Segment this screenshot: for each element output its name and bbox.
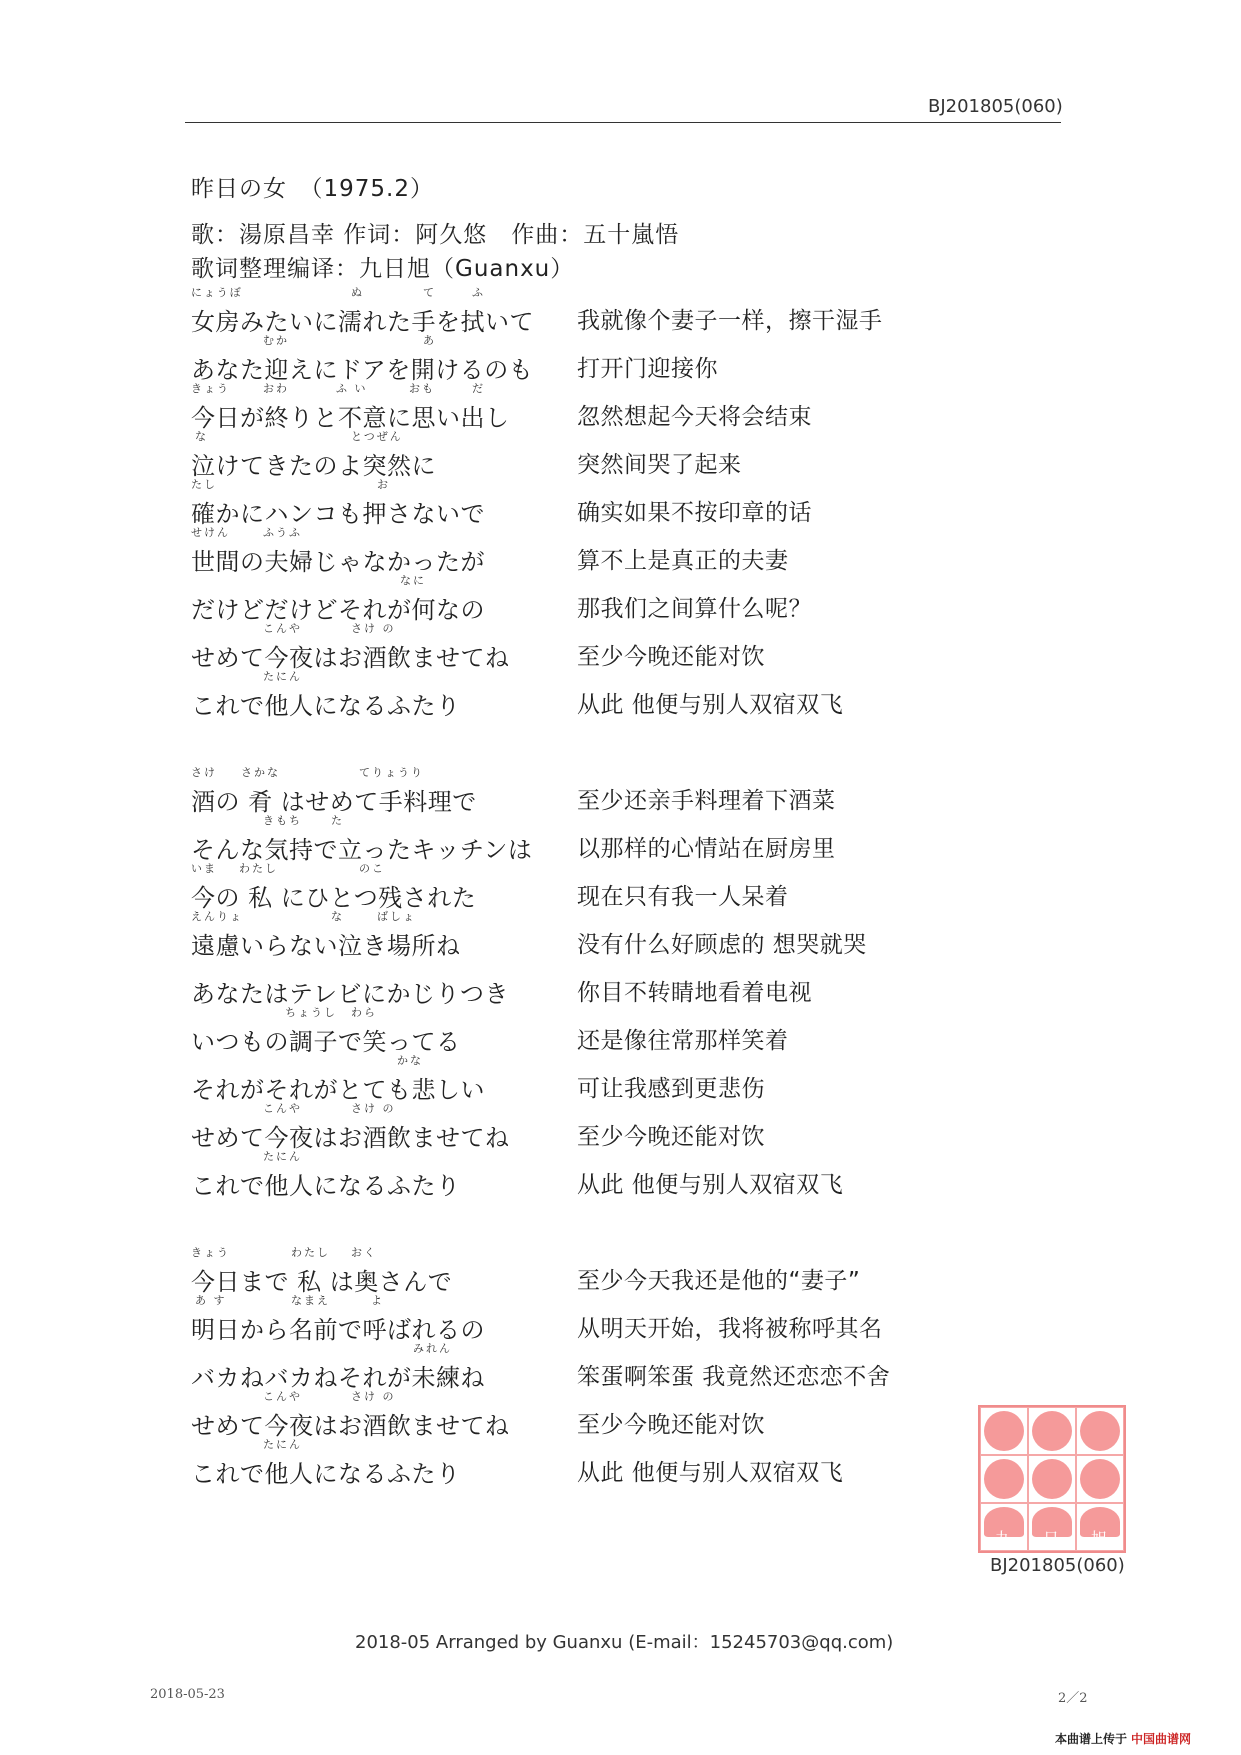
seal-dot	[984, 1411, 1024, 1451]
furigana: たし	[191, 478, 217, 491]
lyric-japanese: 明日から名前で呼ばれるの	[191, 1316, 485, 1344]
footer-page-number: 2／2	[1058, 1691, 1088, 1706]
lyric-line	[191, 522, 1091, 576]
lyric-chinese: 至少今天我还是他的“妻子”	[577, 1268, 861, 1294]
seal-dot	[1080, 1459, 1120, 1499]
lyric-line	[191, 618, 1091, 672]
furigana: いま	[191, 862, 217, 875]
furigana: た	[331, 814, 344, 827]
lyric-chinese: 忽然想起今天将会结束	[577, 404, 812, 430]
furigana: あ	[423, 334, 436, 347]
furigana: あ す	[195, 1294, 227, 1307]
lyric-chinese: 至少今晚还能对饮	[577, 1412, 765, 1438]
furigana: さけ の	[351, 1390, 396, 1403]
furigana: ふ	[472, 286, 485, 299]
seal-score-code: BJ201805(060)	[990, 1555, 1125, 1576]
lyric-line	[191, 1242, 1091, 1296]
lyric-line	[191, 666, 1091, 720]
lyric-japanese: 遠慮いらない泣き場所ね	[191, 932, 461, 960]
lyric-chinese: 确实如果不按印章的话	[577, 500, 812, 526]
lyric-japanese: いつもの調子で笑ってる	[191, 1028, 461, 1056]
upload-label: 本曲谱上传于	[1055, 1732, 1128, 1746]
furigana: たにん	[263, 1438, 302, 1451]
furigana: さけ の	[351, 622, 396, 635]
furigana: な	[195, 430, 208, 443]
song-credits	[191, 218, 679, 286]
seal-dot	[1032, 1411, 1072, 1451]
furigana: よ	[371, 1294, 384, 1307]
furigana: むか	[263, 334, 289, 347]
furigana: おも	[409, 382, 435, 395]
lyric-japanese: 確かにハンコも押さないで	[191, 500, 485, 528]
lyric-chinese: 我就像个妻子一样，擦干湿手	[577, 308, 883, 334]
lyric-chinese: 可让我感到更悲伤	[577, 1076, 765, 1102]
lyric-chinese: 从明天开始，我将被称呼其名	[577, 1316, 883, 1342]
lyric-chinese: 那我们之间算什么呢？	[577, 596, 812, 622]
lyric-line	[191, 330, 1091, 384]
furigana: にょうぼ	[191, 286, 243, 299]
furigana: わたし	[291, 1246, 330, 1259]
furigana: て	[423, 286, 436, 299]
credits-line-artists: 歌：湯原昌幸 作词：阿久悠 作曲：五十嵐悟	[191, 222, 680, 248]
lyric-japanese: 酒の 肴 はせめて手料理で	[191, 788, 477, 816]
furigana: たにん	[263, 1150, 302, 1163]
seal-dot	[984, 1459, 1024, 1499]
lyric-japanese: 世間の夫婦じゃなかったが	[191, 548, 485, 576]
seal-cell	[980, 1455, 1028, 1503]
seal-cell	[1028, 1407, 1076, 1455]
lyric-chinese: 以那样的心情站在厨房里	[577, 836, 836, 862]
seal-dot	[1032, 1459, 1072, 1499]
lyric-line	[191, 1290, 1091, 1344]
lyric-chinese: 现在只有我一人呆着	[577, 884, 789, 910]
lyric-japanese: せめて今夜はお酒飲ませてね	[191, 1124, 510, 1152]
lyric-line	[191, 1338, 1091, 1392]
lyric-chinese: 算不上是真正的夫妻	[577, 548, 789, 574]
seal-character: 九	[995, 1529, 1012, 1548]
furigana: さけ の	[351, 1102, 396, 1115]
lyric-line	[191, 1146, 1091, 1200]
seal-character: 日	[1043, 1529, 1060, 1548]
lyric-line	[191, 570, 1091, 624]
lyric-line	[191, 906, 1091, 960]
furigana: なまえ	[291, 1294, 330, 1307]
header-divider	[185, 122, 1061, 123]
furigana: ふうふ	[263, 526, 302, 539]
lyric-chinese: 还是像往常那样笑着	[577, 1028, 789, 1054]
seal-cell	[1028, 1503, 1076, 1551]
lyric-japanese: 女房みたいに濡れた手を拭いて	[191, 308, 534, 336]
lyric-chinese: 你目不转睛地看着电视	[577, 980, 812, 1006]
lyric-line	[191, 1386, 1091, 1440]
lyric-chinese: 至少还亲手料理着下酒菜	[577, 788, 836, 814]
seal-cell	[1076, 1455, 1124, 1503]
furigana: せけん	[191, 526, 230, 539]
lyric-chinese: 突然间哭了起来	[577, 452, 742, 478]
lyric-chinese: 至少今晚还能对饮	[577, 1124, 765, 1150]
seal-dot	[1080, 1411, 1120, 1451]
lyric-japanese: 泣けてきたのよ突然に	[191, 452, 436, 480]
furigana: こんや	[263, 622, 302, 635]
footer-date: 2018-05-23	[150, 1687, 225, 1702]
lyric-japanese: 今の 私 にひとつ残された	[191, 884, 477, 912]
furigana: とつぜん	[351, 430, 403, 443]
furigana: な	[331, 910, 344, 923]
furigana: てりょうり	[359, 766, 424, 779]
lyric-chinese: 至少今晚还能对饮	[577, 644, 765, 670]
lyric-chinese: 打开门迎接你	[577, 356, 718, 382]
furigana: たにん	[263, 670, 302, 683]
lyric-japanese: これで他人になるふたり	[191, 1172, 461, 1200]
lyric-line	[191, 810, 1091, 864]
lyric-chinese: 从此 他便与别人双宿双飞	[577, 1172, 844, 1198]
lyric-japanese: せめて今夜はお酒飲ませてね	[191, 644, 510, 672]
furigana: こんや	[263, 1102, 302, 1115]
lyric-line	[191, 762, 1091, 816]
furigana: きょう	[191, 1246, 230, 1259]
furigana: こんや	[263, 1390, 302, 1403]
credits-line-translator: 歌词整理编译：九日旭（Guanxu）	[191, 256, 575, 282]
lyric-japanese: だけどだけどそれが何なの	[191, 596, 485, 624]
lyric-chinese: 从此 他便与别人双宿双飞	[577, 692, 844, 718]
seal-cell	[1076, 1407, 1124, 1455]
furigana: ばしょ	[377, 910, 416, 923]
furigana: わら	[351, 1006, 377, 1019]
furigana: のこ	[359, 862, 385, 875]
furigana: ちょうし	[285, 1006, 337, 1019]
seal-character: 旭	[1091, 1529, 1108, 1548]
seal-grid	[980, 1407, 1124, 1551]
lyric-japanese: せめて今夜はお酒飲ませてね	[191, 1412, 510, 1440]
furigana: おわ	[263, 382, 289, 395]
furigana: お	[377, 478, 390, 491]
lyric-line	[191, 1050, 1091, 1104]
lyric-chinese: 没有什么好顾虑的 想哭就哭	[577, 932, 867, 958]
lyric-line	[191, 858, 1091, 912]
lyric-japanese: 今日が終りと不意に思い出し	[191, 404, 510, 432]
lyric-japanese: あなたはテレビにかじりつき	[191, 980, 510, 1008]
lyric-japanese: そんな気持で立ったキッチンは	[191, 836, 533, 864]
furigana: なに	[400, 574, 426, 587]
lyric-line	[191, 1434, 1091, 1488]
lyric-japanese: バカねバカねそれが未練ね	[191, 1364, 485, 1392]
furigana: きもち	[263, 814, 302, 827]
seal-cell	[980, 1407, 1028, 1455]
song-title: 昨日の女 （1975.2）	[191, 176, 434, 202]
lyric-line	[191, 954, 1091, 1008]
lyric-chinese: 笨蛋啊笨蛋 我竟然还恋恋不舍	[577, 1364, 891, 1390]
upload-notice	[1055, 1730, 1191, 1747]
seal-cell	[1028, 1455, 1076, 1503]
furigana: ふ い	[336, 382, 368, 395]
furigana: おく	[351, 1246, 377, 1259]
lyric-line	[191, 282, 1091, 336]
header-score-code: BJ201805(060)	[928, 96, 1063, 117]
furigana: みれん	[413, 1342, 452, 1355]
furigana: えんりょ	[191, 910, 243, 923]
lyric-line	[191, 426, 1091, 480]
footer-arranged-by: 2018-05 Arranged by Guanxu (E-mail：15245703@qq.com)	[355, 1632, 894, 1653]
seal-cell	[980, 1503, 1028, 1551]
furigana: ぬ	[351, 286, 364, 299]
seal-cell	[1076, 1503, 1124, 1551]
furigana: わたし	[239, 862, 278, 875]
lyric-chinese: 从此 他便与别人双宿双飞	[577, 1460, 844, 1486]
lyric-japanese: 今日まで 私 は奥さんで	[191, 1268, 453, 1296]
furigana: きょう	[191, 382, 230, 395]
lyric-japanese: これで他人になるふたり	[191, 692, 461, 720]
lyric-line	[191, 474, 1091, 528]
furigana: かな	[397, 1054, 423, 1067]
furigana: だ	[472, 382, 485, 395]
furigana: さけ	[191, 766, 217, 779]
furigana: さかな	[241, 766, 280, 779]
lyric-japanese: それがそれがとても悲しい	[191, 1076, 485, 1104]
lyric-line	[191, 1098, 1091, 1152]
seal-stamp	[978, 1405, 1126, 1553]
site-logo: 中国曲谱网	[1131, 1732, 1192, 1746]
lyric-line	[191, 1002, 1091, 1056]
lyric-line	[191, 378, 1091, 432]
lyric-japanese: あなた迎えにドアを開けるのも	[191, 356, 534, 384]
lyric-japanese: これで他人になるふたり	[191, 1460, 461, 1488]
